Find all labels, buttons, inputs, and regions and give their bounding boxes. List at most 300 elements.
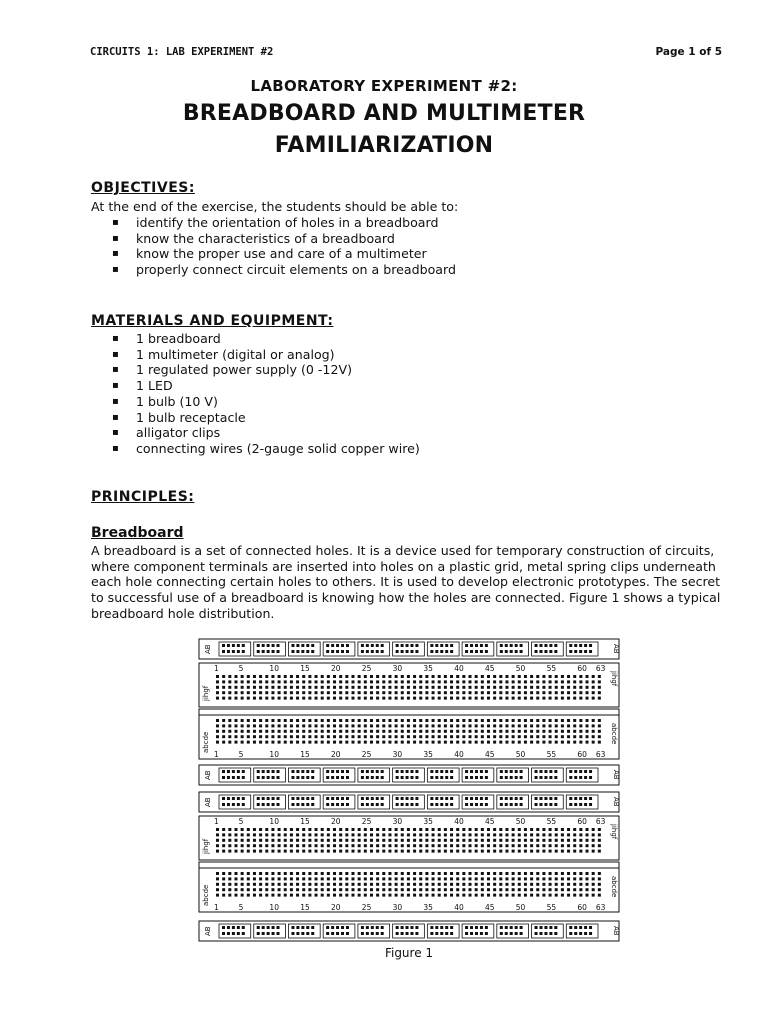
hole	[278, 872, 281, 875]
hole	[567, 839, 570, 842]
hole	[524, 741, 527, 744]
hole	[480, 644, 483, 647]
hole	[351, 877, 354, 880]
column-number: 60	[577, 664, 587, 673]
hole	[413, 730, 416, 733]
hole	[265, 719, 268, 722]
hole	[518, 877, 521, 880]
hole	[296, 828, 299, 831]
hole	[301, 650, 304, 653]
hole	[228, 675, 231, 678]
hole	[345, 675, 348, 678]
hole	[321, 697, 324, 700]
hole	[505, 839, 508, 842]
hole	[339, 730, 342, 733]
hole	[306, 644, 309, 647]
hole	[445, 803, 448, 806]
hole	[370, 680, 373, 683]
hole	[487, 724, 490, 727]
hole	[561, 877, 564, 880]
hole	[535, 644, 538, 647]
hole	[469, 741, 472, 744]
hole	[413, 828, 416, 831]
hole	[450, 741, 453, 744]
list-item: ▪ 1 regulated power supply (0 -12V)	[110, 362, 420, 378]
hole	[493, 872, 496, 875]
hole	[586, 735, 589, 738]
hole	[339, 680, 342, 683]
column-number: 45	[484, 817, 495, 826]
hole	[277, 644, 280, 647]
hole	[341, 776, 344, 779]
hole	[549, 724, 552, 727]
hole	[346, 644, 349, 647]
hole	[579, 894, 582, 897]
hole	[345, 844, 348, 847]
hole	[445, 770, 448, 773]
hole	[257, 644, 260, 647]
row-labels: jihgf	[202, 685, 210, 701]
hole	[549, 828, 552, 831]
hole	[247, 697, 250, 700]
hole	[331, 926, 334, 929]
hole	[271, 828, 274, 831]
hole	[493, 833, 496, 836]
hole	[242, 644, 245, 647]
hole	[228, 724, 231, 727]
hole	[586, 675, 589, 678]
objectives-list	[110, 215, 456, 278]
hole	[499, 741, 502, 744]
hole	[579, 850, 582, 853]
hole	[241, 735, 244, 738]
hole	[518, 883, 521, 886]
column-number: 15	[300, 903, 310, 912]
hole	[315, 888, 318, 891]
hole	[308, 844, 311, 847]
hole	[388, 883, 391, 886]
hole	[271, 735, 274, 738]
hole	[592, 680, 595, 683]
hole	[331, 797, 334, 800]
hole	[333, 894, 336, 897]
hole	[432, 850, 435, 853]
hole	[475, 650, 478, 653]
hole	[265, 724, 268, 727]
hole	[573, 735, 576, 738]
hole	[321, 850, 324, 853]
document-subtitle: LABORATORY EXPERIMENT #2:	[250, 77, 518, 95]
hole	[216, 730, 219, 733]
hole	[364, 839, 367, 842]
hole	[311, 644, 314, 647]
hole	[395, 724, 398, 727]
hole	[370, 883, 373, 886]
hole	[401, 741, 404, 744]
hole	[524, 877, 527, 880]
hole	[395, 828, 398, 831]
hole	[259, 741, 262, 744]
hole	[327, 839, 330, 842]
hole	[371, 776, 374, 779]
hole	[518, 872, 521, 875]
hole	[388, 877, 391, 880]
hole	[361, 644, 364, 647]
hole	[499, 691, 502, 694]
hole	[345, 850, 348, 853]
hole	[333, 686, 336, 689]
hole	[539, 776, 542, 779]
hole	[567, 844, 570, 847]
hole	[419, 883, 422, 886]
hole	[345, 724, 348, 727]
hole	[301, 803, 304, 806]
hole	[381, 650, 384, 653]
hole	[234, 691, 237, 694]
hole	[475, 833, 478, 836]
hole	[410, 644, 413, 647]
hole	[555, 724, 558, 727]
hole	[376, 644, 379, 647]
hole	[242, 770, 245, 773]
hole	[432, 680, 435, 683]
hole	[222, 691, 225, 694]
hole	[444, 680, 447, 683]
hole	[462, 691, 465, 694]
hole	[326, 926, 329, 929]
hole	[567, 675, 570, 678]
hole	[234, 735, 237, 738]
hole	[346, 776, 349, 779]
hole	[567, 735, 570, 738]
hole	[267, 644, 270, 647]
hole	[370, 839, 373, 842]
hole	[241, 888, 244, 891]
hole	[524, 735, 527, 738]
hole	[480, 932, 483, 935]
hole	[481, 894, 484, 897]
column-number: 60	[577, 903, 587, 912]
hole	[579, 724, 582, 727]
hole	[481, 719, 484, 722]
hole	[296, 797, 299, 800]
hole	[302, 741, 305, 744]
hole	[515, 644, 518, 647]
hole	[381, 776, 384, 779]
hole	[345, 877, 348, 880]
hole	[499, 828, 502, 831]
hole	[253, 675, 256, 678]
column-number: 35	[423, 903, 433, 912]
hole	[450, 872, 453, 875]
hole	[413, 844, 416, 847]
column-number: 40	[454, 664, 464, 673]
hole	[438, 828, 441, 831]
hole	[542, 719, 545, 722]
hole	[302, 850, 305, 853]
hole	[462, 894, 465, 897]
hole	[382, 844, 385, 847]
hole	[396, 770, 399, 773]
hole	[216, 833, 219, 836]
hole	[569, 932, 572, 935]
hole	[419, 691, 422, 694]
hole	[358, 741, 361, 744]
hole	[536, 894, 539, 897]
hole	[456, 697, 459, 700]
hole	[499, 872, 502, 875]
hole	[555, 839, 558, 842]
hole	[296, 770, 299, 773]
hole	[493, 724, 496, 727]
column-number: 63	[595, 750, 606, 759]
hole	[440, 650, 443, 653]
hole	[382, 724, 385, 727]
hole	[228, 741, 231, 744]
hole	[401, 839, 404, 842]
hole	[271, 833, 274, 836]
hole	[253, 894, 256, 897]
hole	[371, 932, 374, 935]
hole	[524, 719, 527, 722]
hole	[216, 719, 219, 722]
hole	[222, 850, 225, 853]
hole	[291, 803, 294, 806]
hole	[259, 850, 262, 853]
hole	[493, 741, 496, 744]
hole	[237, 776, 240, 779]
hole	[573, 719, 576, 722]
hole	[321, 839, 324, 842]
hole	[232, 926, 235, 929]
hole	[435, 770, 438, 773]
hole	[396, 932, 399, 935]
hole	[505, 828, 508, 831]
hole	[415, 650, 418, 653]
hole	[315, 839, 318, 842]
hole	[586, 872, 589, 875]
hole	[561, 883, 564, 886]
hole	[228, 883, 231, 886]
hole	[444, 675, 447, 678]
hole	[469, 850, 472, 853]
hole	[395, 850, 398, 853]
hole	[291, 770, 294, 773]
hole	[278, 691, 281, 694]
hole	[410, 650, 413, 653]
hole	[536, 850, 539, 853]
hole	[413, 719, 416, 722]
hole	[555, 883, 558, 886]
hole	[345, 741, 348, 744]
hole	[315, 828, 318, 831]
hole	[259, 680, 262, 683]
hole	[241, 877, 244, 880]
hole	[247, 839, 250, 842]
hole	[370, 730, 373, 733]
hole	[265, 850, 268, 853]
hole	[234, 839, 237, 842]
hole	[592, 894, 595, 897]
hole	[574, 803, 577, 806]
hole	[518, 839, 521, 842]
hole	[554, 776, 557, 779]
hole	[265, 877, 268, 880]
hole	[573, 741, 576, 744]
hole	[234, 719, 237, 722]
hole	[241, 741, 244, 744]
hole	[469, 888, 472, 891]
hole	[259, 883, 262, 886]
hole	[358, 828, 361, 831]
hole	[561, 888, 564, 891]
hole	[505, 741, 508, 744]
hole	[469, 686, 472, 689]
hole	[253, 850, 256, 853]
hole	[216, 741, 219, 744]
hole	[438, 741, 441, 744]
hole	[241, 730, 244, 733]
hole	[345, 686, 348, 689]
hole	[407, 724, 410, 727]
hole	[407, 872, 410, 875]
hole	[518, 697, 521, 700]
hole	[253, 697, 256, 700]
hole	[241, 724, 244, 727]
hole	[456, 894, 459, 897]
hole	[296, 839, 299, 842]
hole	[308, 872, 311, 875]
hole	[425, 735, 428, 738]
hole	[413, 680, 416, 683]
hole	[475, 888, 478, 891]
hole	[419, 686, 422, 689]
hole	[450, 697, 453, 700]
hole	[278, 844, 281, 847]
hole	[222, 644, 225, 647]
hole	[278, 828, 281, 831]
hole	[272, 803, 275, 806]
hole	[515, 926, 518, 929]
hole	[227, 644, 230, 647]
hole	[311, 650, 314, 653]
hole	[241, 833, 244, 836]
hole	[336, 770, 339, 773]
hole	[259, 719, 262, 722]
hole	[579, 719, 582, 722]
hole	[302, 719, 305, 722]
hole	[480, 803, 483, 806]
hole	[345, 697, 348, 700]
hole	[475, 719, 478, 722]
hole	[536, 724, 539, 727]
hole	[401, 675, 404, 678]
hole	[487, 691, 490, 694]
hole	[259, 691, 262, 694]
hole	[284, 691, 287, 694]
hole	[485, 770, 488, 773]
hole	[306, 932, 309, 935]
hole	[435, 644, 438, 647]
hole	[499, 844, 502, 847]
hole	[327, 883, 330, 886]
hole	[407, 888, 410, 891]
hole	[407, 691, 410, 694]
hole	[339, 828, 342, 831]
hole	[419, 850, 422, 853]
hole	[438, 883, 441, 886]
hole	[450, 680, 453, 683]
hole	[470, 644, 473, 647]
hole	[302, 828, 305, 831]
hole	[216, 686, 219, 689]
hole	[227, 797, 230, 800]
hole	[381, 644, 384, 647]
hole	[388, 675, 391, 678]
hole	[592, 828, 595, 831]
hole	[301, 644, 304, 647]
hole	[592, 691, 595, 694]
hole	[586, 680, 589, 683]
hole	[306, 926, 309, 929]
hole	[351, 894, 354, 897]
hole	[598, 691, 601, 694]
hole	[561, 730, 564, 733]
hole	[311, 803, 314, 806]
hole	[227, 932, 230, 935]
hole	[456, 850, 459, 853]
hole	[327, 730, 330, 733]
hole	[308, 741, 311, 744]
hole	[327, 724, 330, 727]
hole	[333, 888, 336, 891]
hole	[438, 888, 441, 891]
hole	[505, 894, 508, 897]
hole	[401, 697, 404, 700]
column-number: 1	[214, 817, 219, 826]
hole	[321, 730, 324, 733]
hole	[561, 719, 564, 722]
hole	[481, 833, 484, 836]
breadboard-subheading: Breadboard	[91, 525, 184, 541]
hole	[228, 877, 231, 880]
hole	[425, 833, 428, 836]
hole	[544, 776, 547, 779]
list-item: ▪ connecting wires (2-gauge solid copper wire)	[110, 441, 420, 457]
hole	[586, 877, 589, 880]
row-labels: jihgf	[610, 824, 618, 840]
hole	[315, 877, 318, 880]
hole	[500, 803, 503, 806]
hole	[430, 797, 433, 800]
hole	[253, 719, 256, 722]
hole	[326, 803, 329, 806]
hole	[425, 872, 428, 875]
hole	[444, 735, 447, 738]
hole	[321, 888, 324, 891]
hole	[401, 850, 404, 853]
hole	[425, 719, 428, 722]
hole	[401, 724, 404, 727]
hole	[469, 719, 472, 722]
hole	[536, 844, 539, 847]
hole	[438, 872, 441, 875]
column-number: 1	[214, 664, 219, 673]
hole	[401, 735, 404, 738]
hole	[376, 883, 379, 886]
hole	[271, 850, 274, 853]
hole	[306, 797, 309, 800]
